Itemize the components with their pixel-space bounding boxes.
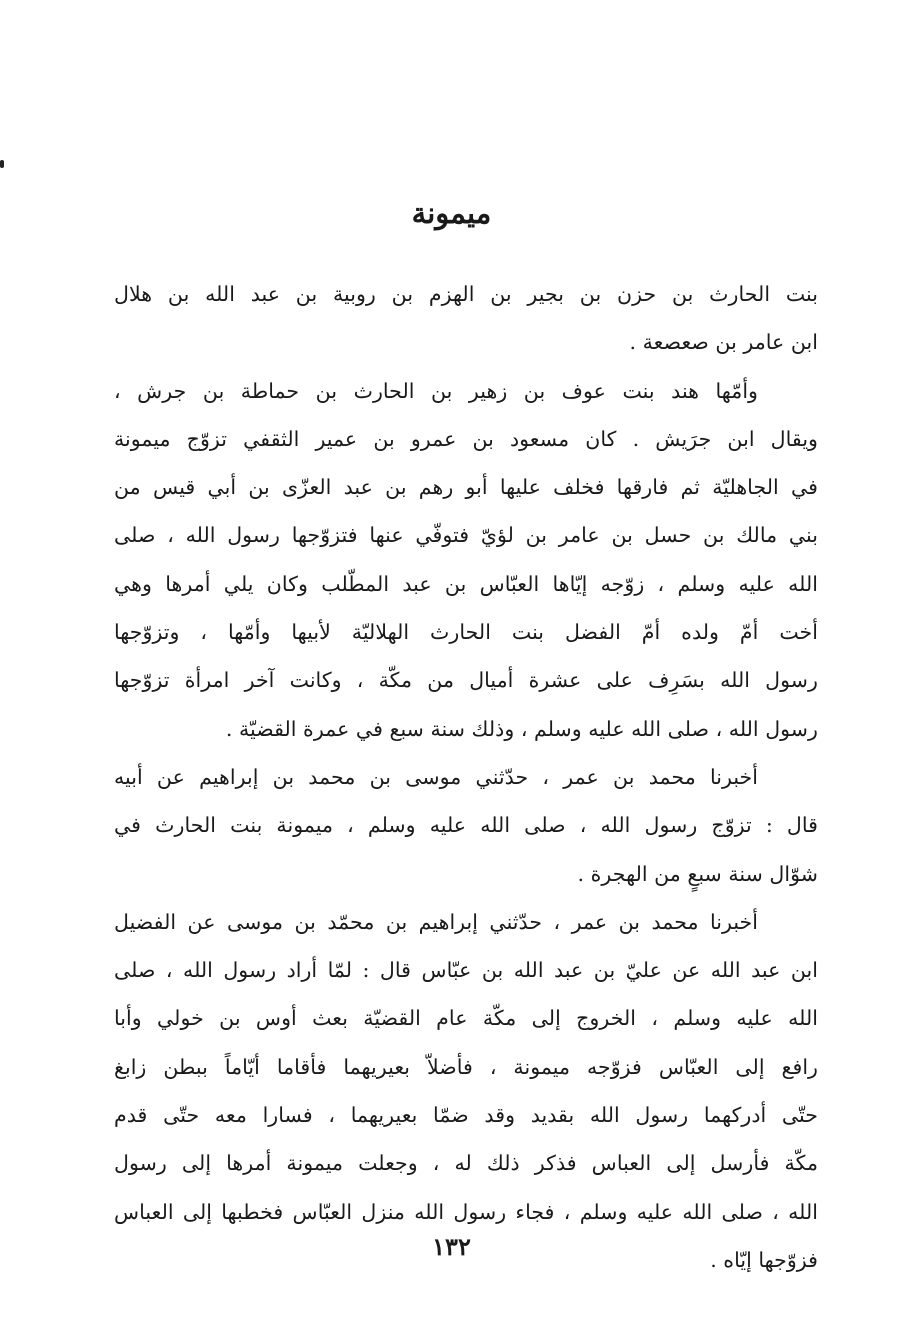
text-line: رسول الله ، صلى الله عليه وسلم ، وذلك سنة سبع في عمرة القضيّة . xyxy=(225,716,818,741)
text-line: رافع إلى العبّاس فزوّجه ميمونة ، فأضلاّ بعيريهما فأقاما أيّاماً ببطن زابغ xyxy=(114,1054,818,1079)
text-line: الله عليه وسلم ، زوّجه إيّاها العبّاس بن عبد المطّلب وكان يلي أمرها وهي xyxy=(114,571,818,596)
text-line: بني مالك بن حسل بن عامر بن لؤيّ فتوفّي عنها فتزوّجها رسول الله ، صلى xyxy=(114,523,818,548)
body-text xyxy=(114,270,818,1284)
text-line: أخبرنا محمد بن عمر ، حدّثني موسى بن محمد بن إبراهيم عن أبيه xyxy=(114,764,758,789)
text-line: مكّة فأرسل إلى العباس فذكر ذلك له ، وجعلت ميمونة أمرها إلى رسول xyxy=(114,1151,818,1176)
page-title: ميمونة xyxy=(411,196,492,230)
text-line: ابن عبد الله عن عليّ بن عبد الله بن عبّاس قال : لمّا أراد رسول الله ، صلى xyxy=(114,958,818,983)
page-number: ١٣٢ xyxy=(432,1232,471,1261)
text-line: أخبرنا محمد بن عمر ، حدّثني إبراهيم بن محمّد بن موسى عن الفضيل xyxy=(114,909,758,934)
text-line: ابن عامر بن صعصعة . xyxy=(629,330,818,355)
text-line: الله ، صلى الله عليه وسلم ، فجاء رسول الله منزل العبّاس فخطبها إلى العباس xyxy=(114,1199,818,1224)
scan-speck xyxy=(0,160,4,168)
text-line: أخت أمّ ولده أمّ الفضل بنت الحارث الهلاليّة لأبيها وأمّها ، وتزوّجها xyxy=(114,620,818,645)
text-line: بنت الحارث بن حزن بن بجير بن الهزم بن روبية بن عبد الله بن هلال xyxy=(114,282,818,306)
text-line: رسول الله بسَرِف على عشرة أميال من مكّة ، وكانت آخر امرأة تزوّجها xyxy=(114,668,818,693)
text-line: فزوّجها إيّاه . xyxy=(710,1247,818,1272)
text-line: قال : تزوّج رسول الله ، صلى الله عليه وسلم ، ميمونة بنت الحارث في xyxy=(114,813,818,838)
text-line: في الجاهليّة ثم فارقها فخلف عليها أبو رهم بن عبد العزّى بن أبي قيس من xyxy=(114,475,818,500)
text-line: شوّال سنة سبعٍ من الهجرة . xyxy=(577,861,818,886)
text-line: ويقال ابن جرَيش . كان مسعود بن عمرو بن عمير الثقفي تزوّج ميمونة xyxy=(114,426,818,451)
text-line: حتّى أدركهما رسول الله بقديد وقد ضمّا بعيريهما ، فسارا معه حتّى قدم xyxy=(114,1103,818,1128)
text-line: وأمّها هند بنت عوف بن زهير بن الحارث بن حماطة بن جرش ، xyxy=(114,378,758,403)
text-line: الله عليه وسلم ، الخروج إلى مكّة عام القضيّة بعث أوس بن خولي وأبا xyxy=(114,1006,818,1031)
